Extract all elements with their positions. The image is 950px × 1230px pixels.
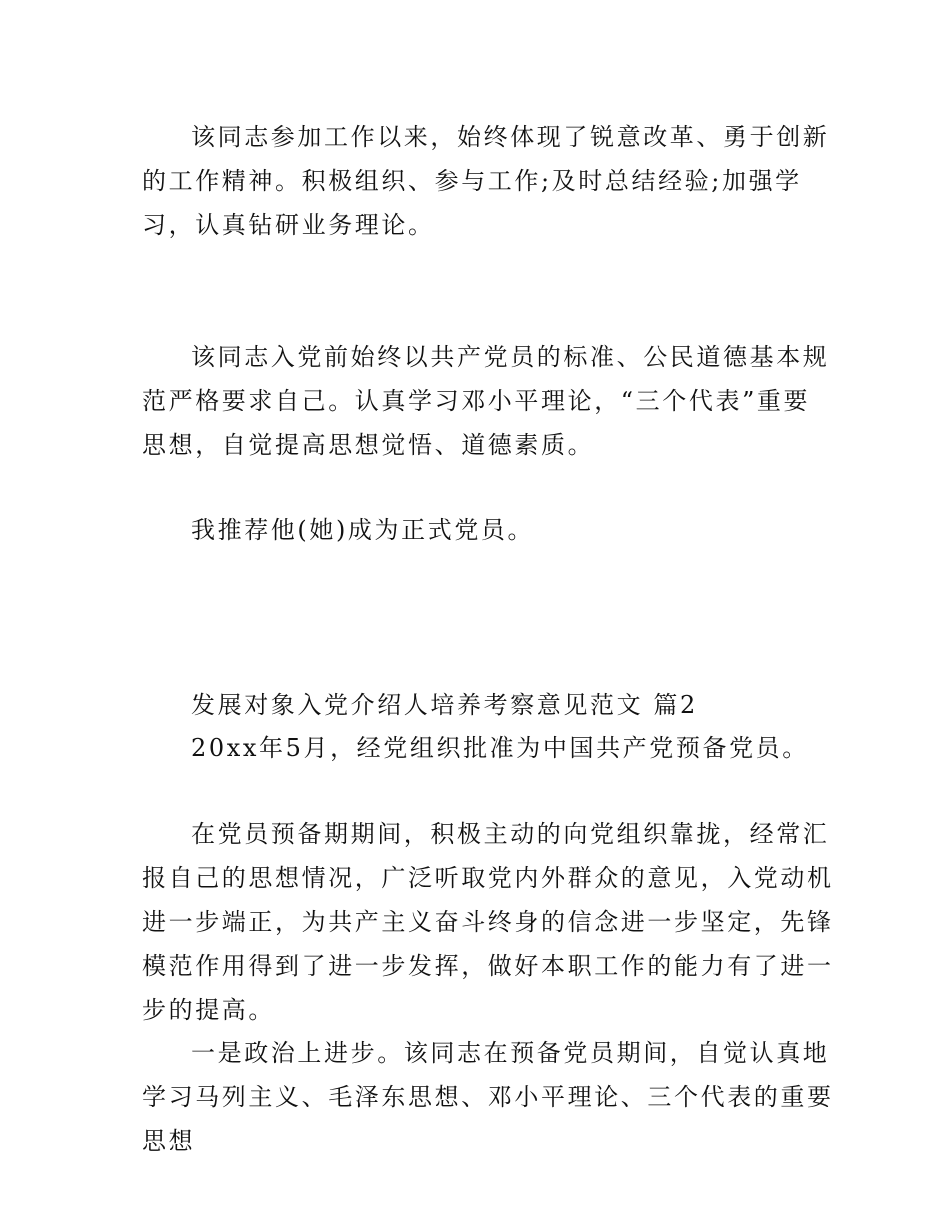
section-heading: 发展对象入党介绍人培养考察意见范文 篇2 — [191, 691, 698, 719]
paragraph-work-spirit: 该同志参加工作以来，始终体现了锐意改革、勇于创新的工作精神。积极组织、参与工作;及时总结经验;加强学习，认真钻研业务理论。 — [142, 123, 830, 239]
paragraph-party-standard: 该同志入党前始终以共产党员的标准、公民道德基本规范严格要求自己。认真学习邓小平理论，“三个代表”重要思想，自觉提高思想觉悟、道德素质。 — [142, 343, 830, 459]
paragraph-probation-period: 在党员预备期期间，积极主动的向党组织靠拢，经常汇报自己的思想情况，广泛听取党内外群众的意见，入党动机进一步端正，为共产主义奋斗终身的信念进一步坚定，先锋模范作用得到了进一步发挥，做好本职工作的能力有了进一步的提高。 — [142, 820, 834, 1024]
paragraph-political-progress: 一是政治上进步。该同志在预备党员期间，自觉认真地学习马列主义、毛泽东思想、邓小平理论、三个代表的重要思想 — [142, 1039, 834, 1155]
paragraph-recommendation: 我推荐他(她)成为正式党员。 — [191, 516, 535, 544]
paragraph-approval-date: 20xx年5月，经党组织批准为中国共产党预备党员。 — [191, 734, 809, 762]
